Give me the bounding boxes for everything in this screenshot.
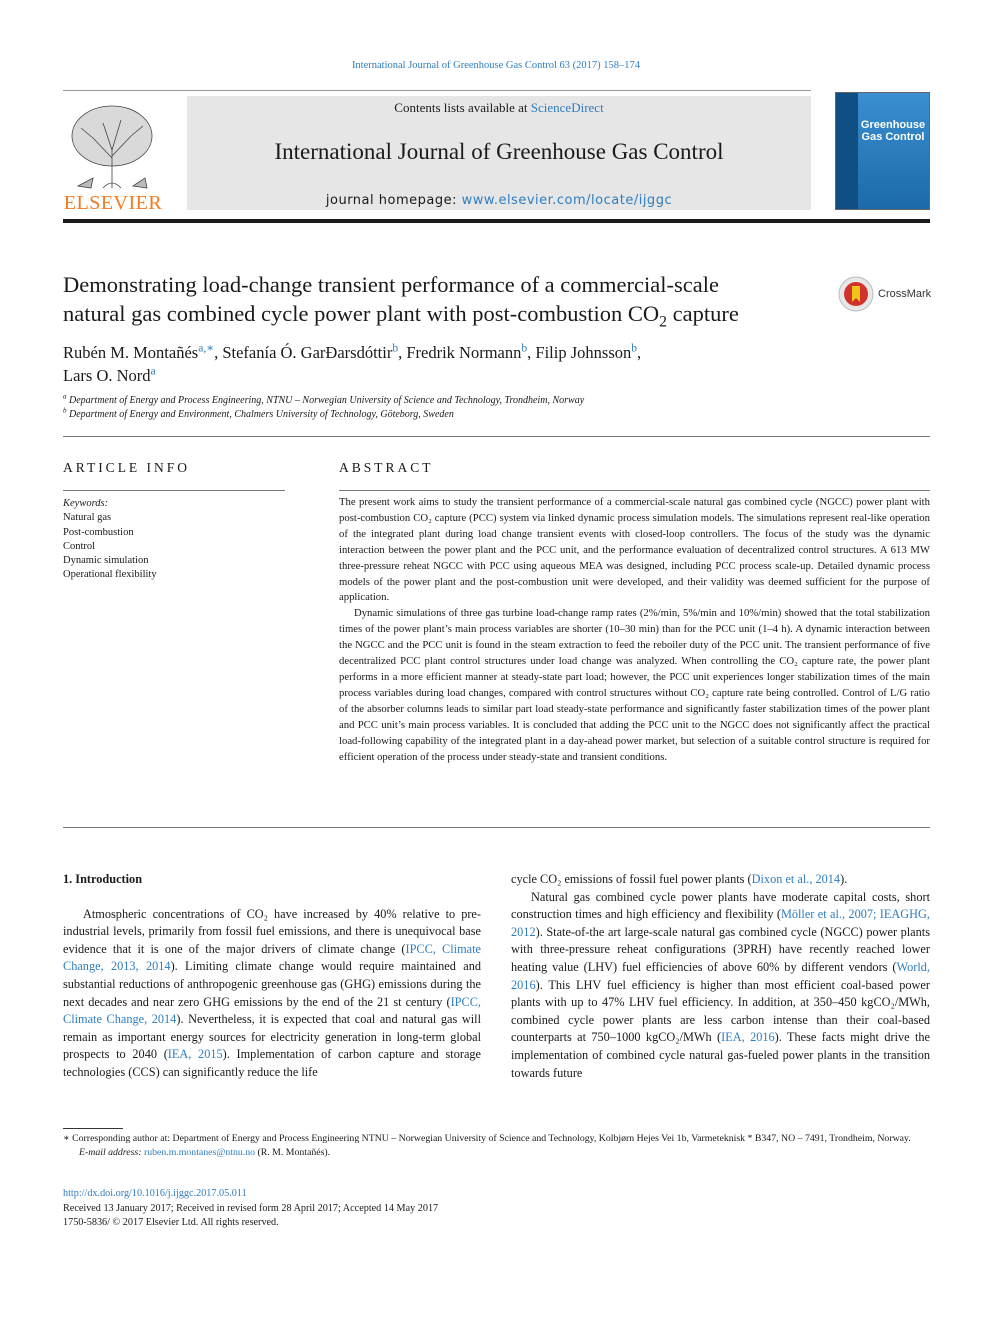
header-bottom-rule [63, 219, 930, 223]
citation-link[interactable]: World, 2016 [511, 959, 930, 992]
intro-paragraph-1: Atmospheric concentrations of CO₂ have increased by 40% relative to pre-industrial levels, primarily from fossil fuel emissions, and there is unequivocal base evidence that it is one of the major drivers of climate change (IPCC, Climate Change, 2013, 2014). Limiting climate change would require maintained and substantial reductions of anthropogenic greenhouse gas (GHG) emissions during the next decades and near zero GHG emissions by the end of the 21 st century (IPCC, Climate Change, 2014). Nevertheless, it is expected that coal and natural gas will remain as important energy sources for electricity generation in long-term global prospects to 2040 (IEA, 2015). Implementation of carbon capture and storage technologies (CCS) can significantly reduce the life [63, 906, 482, 1079]
homepage-prefix: journal homepage: [325, 193, 462, 208]
affiliation-b: $^b$ Department of Energy and Environment, Chalmers University of Technology, Göteborg, Sweden [63, 406, 454, 420]
contents-prefix: Contents lists available at [394, 100, 531, 115]
title-line-1: Demonstrating load-change transient performance of a commercial-scale [63, 272, 719, 297]
author-2[interactable]: Stefanía Ó. GarÐarsdóttir$^b$ [222, 342, 399, 362]
keyword: Control [63, 540, 96, 552]
divider [63, 436, 930, 437]
divider [63, 490, 285, 491]
citation-link[interactable]: IPCC, Climate Change, 2014 [63, 994, 481, 1027]
citation-link[interactable]: IEA, 2015 [167, 1047, 223, 1062]
email-link[interactable]: ruben.m.montanes@ntnu.no [143, 1147, 256, 1159]
crossmark-badge[interactable] [838, 276, 938, 312]
abstract-heading: ABSTRACT [339, 460, 434, 475]
affiliation-a: $^a$ Department of Energy and Process Engineering, NTNU – Norwegian University of Science and Technology, Trondheim, Norway [63, 392, 585, 406]
header-top-rule [63, 90, 811, 91]
article-title [63, 270, 823, 331]
title-line-2: natural gas combined cycle power plant with post-combustion $CO_2$ capture [63, 301, 739, 331]
abstract-paragraph-2: Dynamic simulations of three gas turbine load-change ramp rates (2%/min, 5%/min and 10%/min) showed that the total stabilization times of the power plant’s main process variables are shorter (10–30 min) than for the PCC unit (1–4 h). A dynamic interaction between the NGCC and the PCC unit is found in the steam extraction to feed the reboiler duty of the PCC unit. The transient performance of five decentralized PCC plant control structures under load change was analyzed. When controlling the CO₂ capture rate, the power plant performs in a more efficient manner at steady-state part load; however, the PCC unit experiences longer stabilization times of the main process variables during load changes, compared with control structures without CO₂ capture rate being controlled. Control of L/G ratio of the absorber columns leads to similar part load steady-state performance and significantly faster stabilization times of the power plant and PCC unit’s main process variables. It is concluded that adding the PCC unit to the NGCC does not significantly affect the practical load-following capability of the integrated plant in a day-ahead power market, but selection of a suitable control structure is required for efficient operation of the process under steady-state and transient conditions. [339, 607, 930, 763]
citation-link[interactable]: IEA, 2016 [721, 1030, 775, 1045]
corresponding-author-note: ∗ Corresponding author at: Department of Energy and Process Engineering NTNU – Norwegian University of Science and Technology, Kolbjørn Hejes Vei 1b, Varmeteknisk * B347, NO – 7491, Trondheim, Norway. [63, 1133, 911, 1144]
footnote-rule [63, 1128, 123, 1129]
crossmark-label: CrossMark [878, 288, 932, 300]
author-list: Rubén M. Montañés$^{a,∗}$, Stefanía Ó. GarÐarsdóttir$^b$, Fredrik Normann$^b$, Filip Johnsson$^b$, Lars O. Nord$^a$ [63, 342, 642, 385]
journal-reference[interactable]: International Journal of Greenhouse Gas Control 63 (2017) 158–174 [351, 60, 641, 71]
contents-line [187, 100, 811, 116]
body-column-right [511, 871, 930, 1082]
author-1[interactable]: Rubén M. Montañés$^{a,∗}$ [63, 342, 215, 362]
publisher-name: ELSEVIER [63, 192, 163, 214]
journal-cover-thumbnail[interactable] [835, 92, 930, 210]
abstract-body [339, 495, 930, 765]
intro-paragraph-1-continued: cycle CO₂ emissions of fossil fuel power plants (Dixon et al., 2014). [511, 872, 848, 886]
copyright: 1750-5836/ © 2017 Elsevier Ltd. All rights reserved. [63, 1217, 279, 1228]
article-metadata [63, 1187, 930, 1231]
keywords-label: Keywords: [63, 498, 109, 509]
crossmark-icon [838, 276, 874, 312]
journal-title: International Journal of Greenhouse Gas Control [274, 139, 724, 164]
keywords-list [63, 497, 157, 583]
keyword: Operational flexibility [63, 569, 157, 581]
doi-link[interactable]: http://dx.doi.org/10.1016/j.ijggc.2017.05.011 [63, 1188, 247, 1199]
author-4[interactable]: Filip Johnsson$^b$ [535, 342, 638, 362]
author-5[interactable]: Lars O. Nord$^a$ [63, 365, 156, 385]
email-note: E-mail address: ruben.m.montanes@ntnu.no (R. M. Montañés). [79, 1147, 331, 1159]
elsevier-tree-icon [63, 98, 161, 193]
intro-paragraph-2: Natural gas combined cycle power plants have moderate capital costs, short construction times and high efficiency and flexibility (Möller et al., 2007; IEAGHG, 2012). State-of-the art large-scale natural gas combined cycle (NGCC) power plants with three-pressure reheat configurations (3PRH) have recently reached lower heating value (LHV) fuel efficiencies of above 60% by different vendors (World, 2016). This LHV fuel efficiency is higher than most efficient coal-based power plants with up to 47% LHV fuel efficiency. In addition, at 350–450 kgCO₂/MWh, combined cycle power plants are less carbon intense than their coal-based counterparts at 750–1000 kgCO₂/MWh (IEA, 2016). These facts might drive the implementation of combined cycle natural gas-fueled power plants in the transition towards future [511, 889, 931, 1080]
citation-link[interactable]: Möller et al., 2007; IEAGHG, 2012 [511, 907, 931, 939]
citation-link[interactable]: Dixon et al., 2014 [751, 872, 841, 886]
abstract-paragraph-1: The present work aims to study the transient performance of a commercial-scale natural gas combined cycle (NGCC) power plant with post-combustion CO₂ capture (PCC) system via linked dynamic process simulation models. The simulations represent real-like operation of the integrated plant during load change transient events with closed-loop controllers. The focus of the study was the dynamic interaction between the power plant and the PCC unit, and the performance evaluation of decentralized control structures. A 613 MW three-pressure reheat NGCC with PCC using aqueous MEA was designed, including PCC process scale-up. Detailed dynamic process models of the power plant and the post-combustion unit were developed, and their validity was deemed sufficient for the purpose of application. [339, 496, 930, 604]
article-info-heading: ARTICLE INFO [63, 460, 191, 475]
keyword: Dynamic simulation [63, 555, 149, 567]
section-heading: 1. Introduction [63, 872, 143, 886]
homepage-link[interactable]: www.elsevier.com/locate/ijggc [461, 193, 673, 208]
sciencedirect-link[interactable]: ScienceDirect [530, 100, 604, 115]
journal-homepage [187, 193, 811, 208]
divider [339, 490, 930, 491]
citation-link[interactable]: IPCC, Climate Change, 2013, 2014 [63, 941, 481, 974]
cover-title: Greenhouse Gas Control [860, 119, 926, 143]
keyword: Post-combustion [63, 526, 134, 538]
cover-spine [836, 93, 858, 210]
author-3[interactable]: Fredrik Normann$^b$ [406, 342, 528, 362]
received-dates: Received 13 January 2017; Received in revised form 28 April 2017; Accepted 14 May 2017 [63, 1202, 439, 1214]
body-column-left [63, 871, 481, 1082]
footnotes [63, 1132, 930, 1161]
keyword: Natural gas [63, 512, 112, 524]
divider [63, 827, 930, 828]
